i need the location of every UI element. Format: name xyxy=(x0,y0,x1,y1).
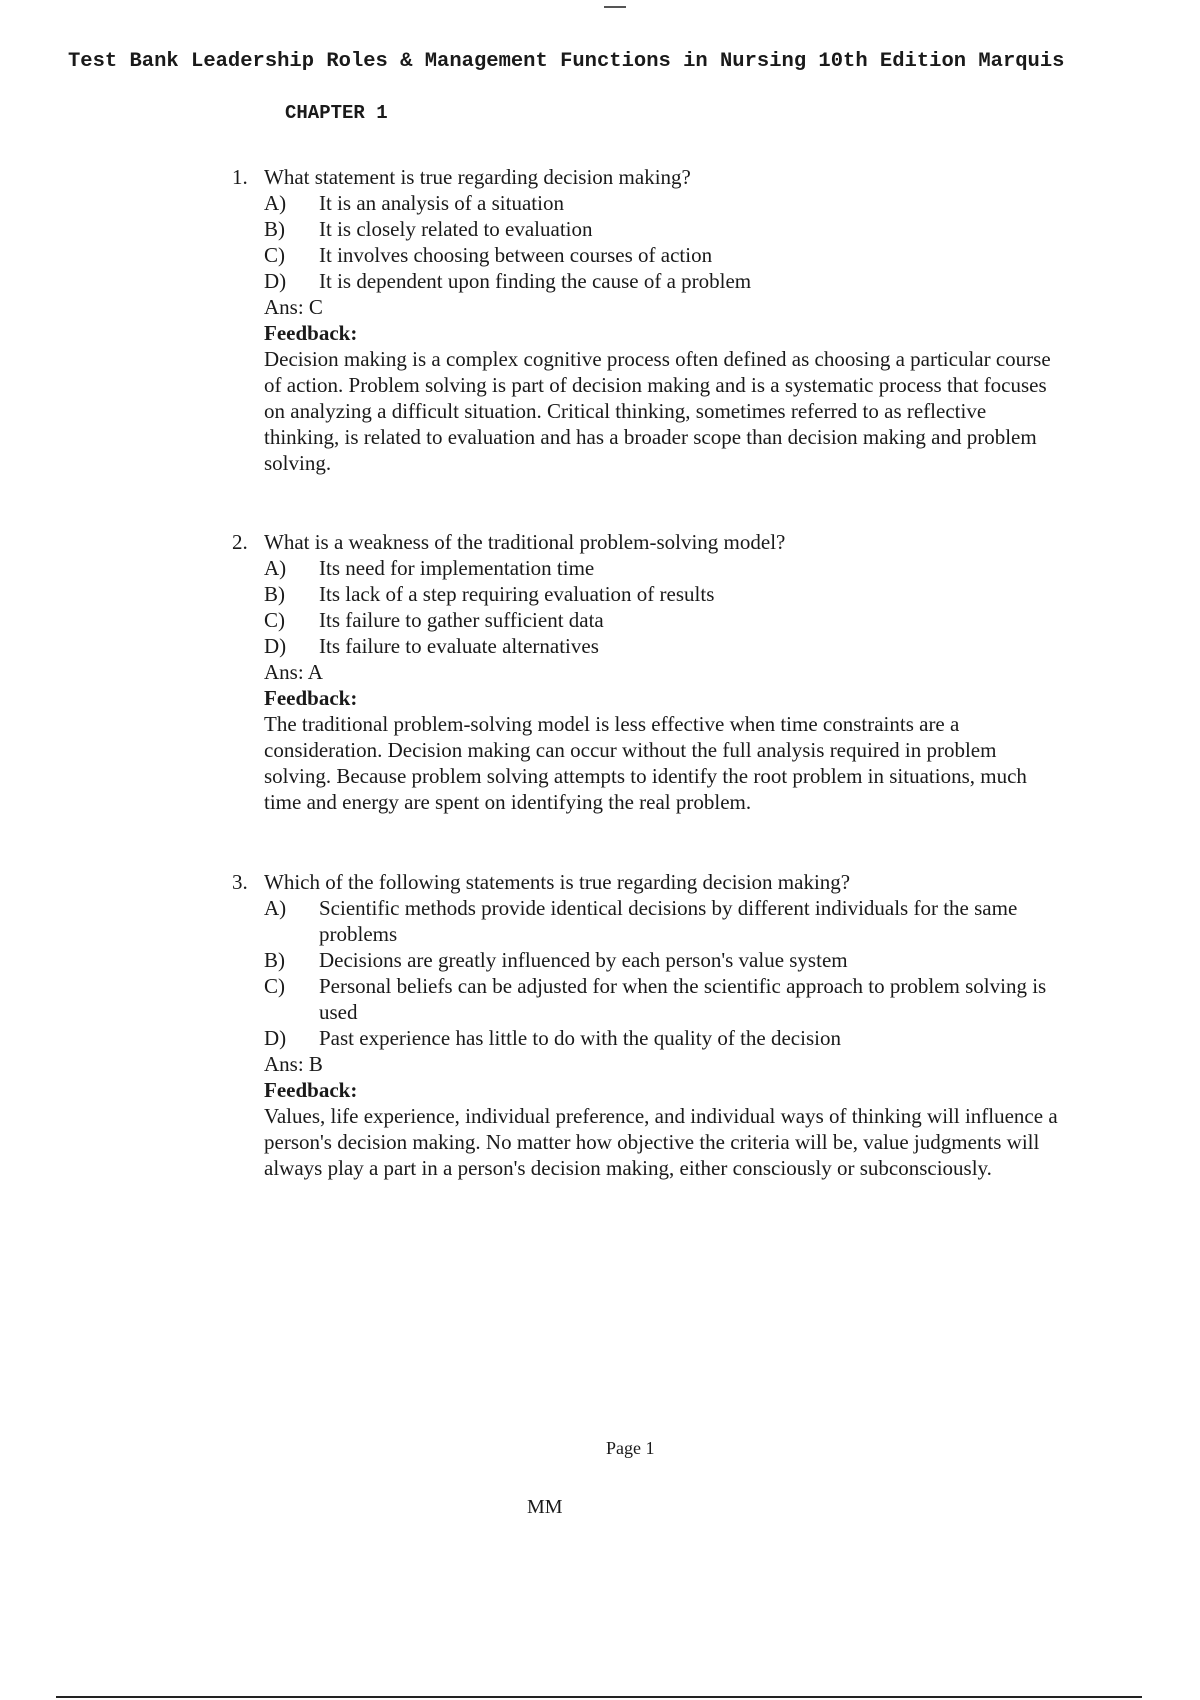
feedback-label: Feedback: xyxy=(264,1078,358,1102)
answer-key: Ans: B xyxy=(264,1052,323,1076)
feedback-label: Feedback: xyxy=(264,321,358,345)
feedback-text: Values, life experience, individual preference, and individual ways of thinking will influence a person's decision making. No matter how objective the criteria will be, value judgments will always play a part in a person's decision making, either consciously or subconsciously. xyxy=(264,1104,1058,1180)
top-edge-mark xyxy=(604,6,626,8)
question-text: What statement is true regarding decision making? xyxy=(264,165,691,189)
option-letter: D) xyxy=(264,634,287,658)
option-a xyxy=(264,555,1072,581)
question-text: What is a weakness of the traditional problem-solving model? xyxy=(264,530,786,554)
option-text: Past experience has little to do with the quality of the decision xyxy=(319,1026,841,1050)
option-a xyxy=(264,190,1072,216)
option-d xyxy=(264,268,1072,294)
feedback-text: Decision making is a complex cognitive process often defined as choosing a particular course of action. Problem solving is part of decision making and is a systematic process that focuses on analyzing a difficult situation. Critical thinking, sometimes referred to as reflective thinking, is related to evaluation and has a broader scope than decision making and problem solving. xyxy=(264,347,1051,475)
question-number: 3. xyxy=(232,870,248,894)
option-letter: A) xyxy=(264,191,287,215)
document-title: Test Bank Leadership Roles & Management Functions in Nursing 10th Edition Marquis xyxy=(68,50,1065,73)
option-list xyxy=(264,190,1072,294)
option-text: Its lack of a step requiring evaluation of results xyxy=(319,582,715,606)
option-text: Its failure to evaluate alternatives xyxy=(319,634,599,658)
option-c xyxy=(264,242,1072,268)
question-stem xyxy=(232,869,1072,895)
bottom-divider xyxy=(56,1696,1142,1698)
option-text: Its need for implementation time xyxy=(319,556,595,580)
option-letter: B) xyxy=(264,217,285,241)
question-text: Which of the following statements is true regarding decision making? xyxy=(264,870,851,894)
question-stem xyxy=(232,529,1072,555)
feedback-label: Feedback: xyxy=(264,686,358,710)
page-number: Page 1 xyxy=(606,1438,655,1458)
answer-key: Ans: A xyxy=(264,660,323,684)
option-text: It is dependent upon finding the cause of a problem xyxy=(319,269,752,293)
option-letter: D) xyxy=(264,269,287,293)
option-text: Personal beliefs can be adjusted for when the scientific approach to problem solving is used xyxy=(319,974,1047,1024)
footer-mark: MM xyxy=(527,1496,563,1518)
option-text: It involves choosing between courses of action xyxy=(319,243,713,267)
option-text: It is closely related to evaluation xyxy=(319,217,593,241)
option-b xyxy=(264,947,1072,973)
option-letter: A) xyxy=(264,896,287,920)
option-list xyxy=(264,895,1072,1051)
chapter-heading: CHAPTER 1 xyxy=(285,102,388,124)
question-number: 1. xyxy=(232,165,248,189)
option-text: Its failure to gather sufficient data xyxy=(319,608,604,632)
option-letter: B) xyxy=(264,582,285,606)
option-letter: C) xyxy=(264,243,285,267)
option-letter: C) xyxy=(264,608,285,632)
option-letter: C) xyxy=(264,974,285,998)
option-letter: A) xyxy=(264,556,287,580)
option-d xyxy=(264,1025,1072,1051)
option-text: It is an analysis of a situation xyxy=(319,191,564,215)
option-text: Decisions are greatly influenced by each person's value system xyxy=(319,948,848,972)
answer-key: Ans: C xyxy=(264,295,323,319)
question-3 xyxy=(232,869,1072,1181)
question-stem xyxy=(232,164,1072,190)
option-b xyxy=(264,216,1072,242)
feedback-text: The traditional problem-solving model is less effective when time constraints are a consideration. Decision making can occur without the full analysis required in problem solving. Because problem solving attempts to identify the root problem in situations, much time and energy are spent on identifying the real problem. xyxy=(264,712,1027,814)
option-a xyxy=(264,895,1072,947)
option-c xyxy=(264,973,1072,1025)
option-d xyxy=(264,633,1072,659)
option-letter: B) xyxy=(264,948,285,972)
question-number: 2. xyxy=(232,530,248,554)
option-list xyxy=(264,555,1072,659)
option-text: Scientific methods provide identical decisions by different individuals for the same problems xyxy=(319,896,1018,946)
question-1 xyxy=(232,164,1072,476)
option-b xyxy=(264,581,1072,607)
option-letter: D) xyxy=(264,1026,287,1050)
question-2 xyxy=(232,529,1072,815)
option-c xyxy=(264,607,1072,633)
